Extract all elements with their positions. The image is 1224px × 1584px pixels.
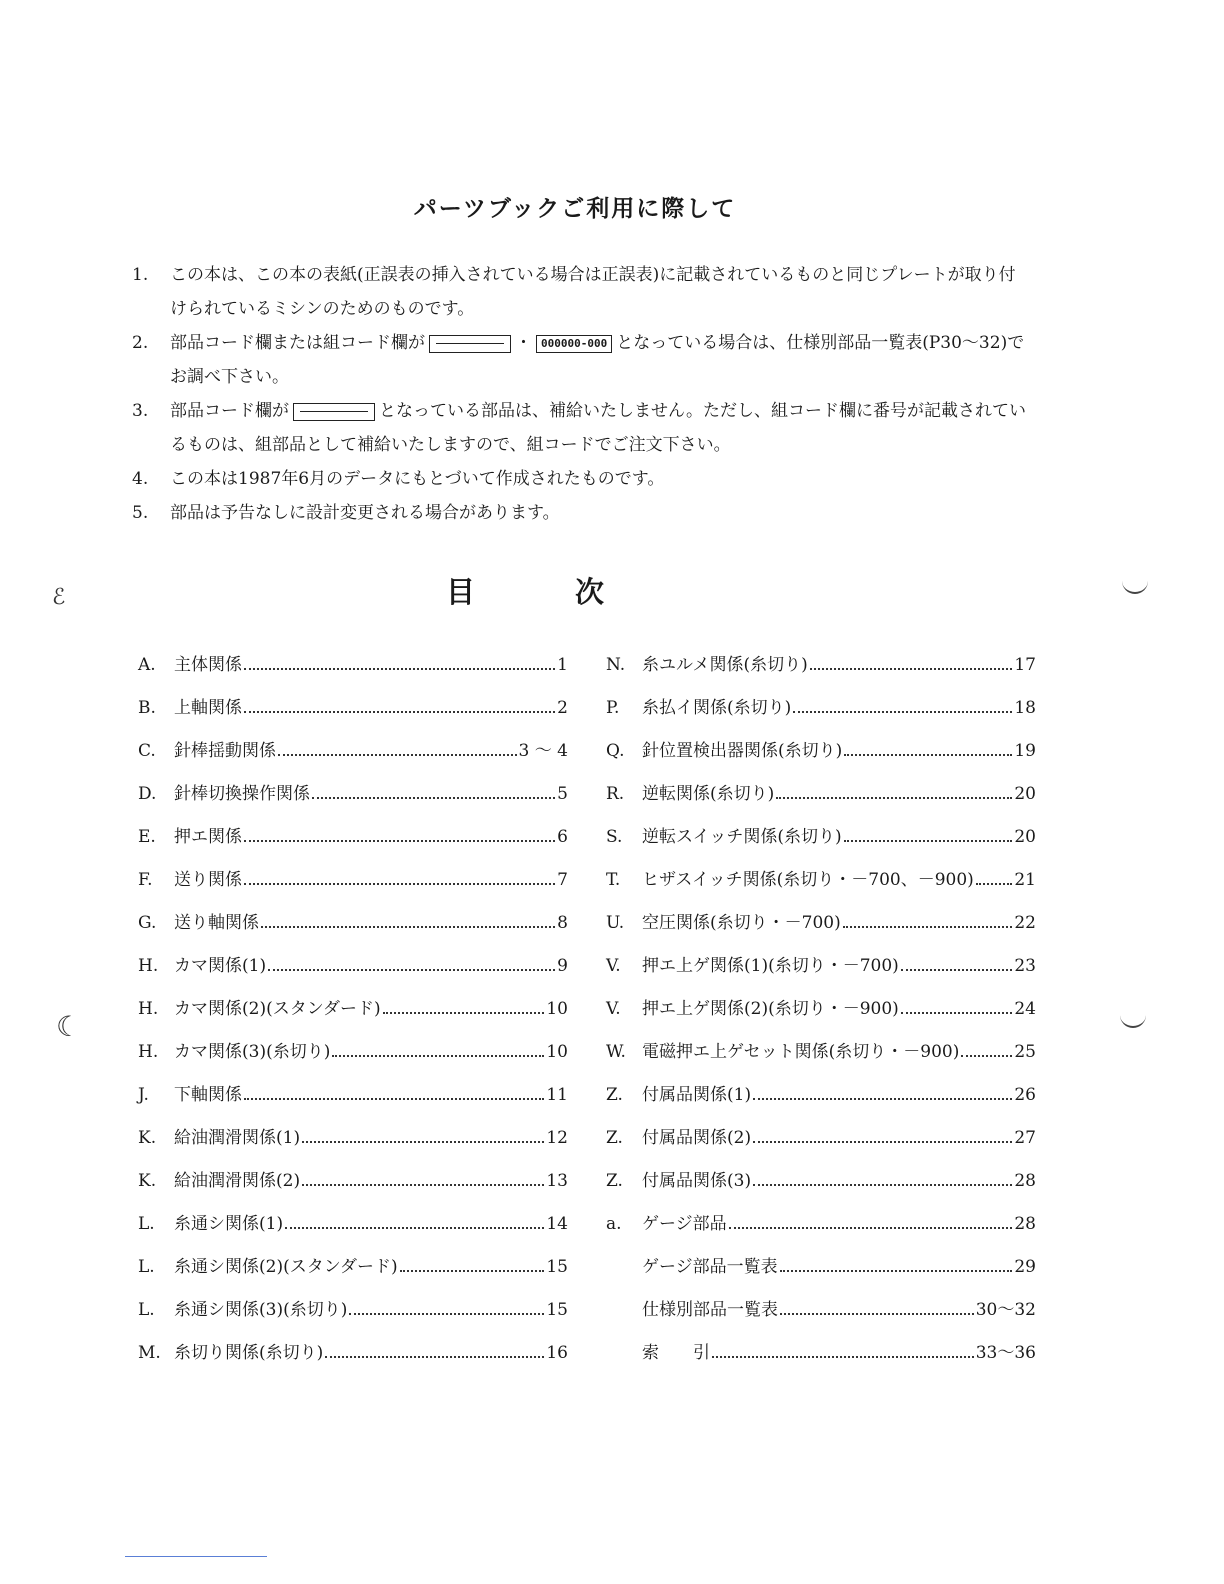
toc-item xyxy=(138,1252,568,1295)
toc-leader xyxy=(793,711,1012,713)
toc-label: 付属品関係(1) xyxy=(642,1085,752,1105)
toc-page: 6 xyxy=(557,827,568,847)
toc-letter: G. xyxy=(138,913,157,933)
toc-leader xyxy=(753,1098,1012,1100)
toc-page: 14 xyxy=(546,1214,568,1234)
toc-leader xyxy=(729,1227,1013,1229)
toc-letter: C. xyxy=(138,741,156,761)
toc-leader xyxy=(961,1055,1012,1057)
toc-item xyxy=(606,650,1036,693)
toc-label: ゲージ部品 xyxy=(642,1214,727,1234)
toc-item xyxy=(138,779,568,822)
toc-leader xyxy=(901,1012,1013,1014)
toc-leader xyxy=(810,668,1013,670)
note-number: 3. xyxy=(132,401,149,421)
toc-label: 押エ関係 xyxy=(174,827,242,847)
toc-item xyxy=(606,994,1036,1037)
toc-item xyxy=(606,1080,1036,1123)
toc-letter: F. xyxy=(138,870,153,890)
toc-leader xyxy=(901,969,1013,971)
note-text-after: となっている場合は、仕様別部品一覧表(P30～32)でお調べ下さい。 xyxy=(170,333,1025,387)
toc-label: 上軸関係 xyxy=(174,698,242,718)
toc-label: カマ関係(2)(スタンダード) xyxy=(174,999,381,1019)
note-text-before: 部品コード欄または組コード欄が xyxy=(170,333,425,353)
toc-leader xyxy=(780,1270,1013,1272)
toc-label: 付属品関係(3) xyxy=(642,1171,752,1191)
toc-page: 25 xyxy=(1014,1042,1036,1062)
toc-item xyxy=(138,908,568,951)
toc-leader xyxy=(278,754,517,756)
toc-leader xyxy=(844,840,1013,842)
toc-page: 15 xyxy=(546,1257,568,1277)
toc-item xyxy=(606,693,1036,736)
toc-item xyxy=(138,650,568,693)
toc-page: 33～36 xyxy=(975,1343,1036,1363)
toc-letter: J. xyxy=(138,1085,149,1105)
toc-item xyxy=(138,951,568,994)
toc-label: 給油潤滑関係(1) xyxy=(174,1128,301,1148)
toc-label: 糸ユルメ関係(糸切り) xyxy=(642,655,808,675)
note-text xyxy=(170,394,1032,462)
toc-leader xyxy=(780,1313,974,1315)
toc-page: 11 xyxy=(546,1085,568,1105)
toc-leader xyxy=(753,1141,1012,1143)
blank-code-box xyxy=(293,403,375,421)
toc-label: 索 引 xyxy=(642,1343,710,1363)
toc-letter: H. xyxy=(138,956,159,976)
toc-label: 糸通シ関係(2)(スタンダード) xyxy=(174,1257,398,1277)
toc-page: 15 xyxy=(546,1300,568,1320)
toc-item xyxy=(138,693,568,736)
toc-label: 針棒切換操作関係 xyxy=(174,784,310,804)
toc-letter: Z. xyxy=(606,1171,623,1191)
toc-label: 糸切り関係(糸切り) xyxy=(174,1343,324,1363)
toc-page: 24 xyxy=(1014,999,1036,1019)
toc-letter: Q. xyxy=(606,741,625,761)
toc-page: 28 xyxy=(1014,1171,1036,1191)
toc-item xyxy=(606,822,1036,865)
toc-letter: Z. xyxy=(606,1085,623,1105)
toc-page: 8 xyxy=(557,913,568,933)
toc-letter: H. xyxy=(138,999,159,1019)
toc-leader xyxy=(268,969,555,971)
toc-title: 目次 xyxy=(445,575,704,609)
toc-page: 22 xyxy=(1014,913,1036,933)
toc-leader xyxy=(244,711,555,713)
toc-leader xyxy=(753,1184,1012,1186)
toc-page: 7 xyxy=(557,870,568,890)
toc-item xyxy=(606,1037,1036,1080)
toc-letter: H. xyxy=(138,1042,159,1062)
toc-leader xyxy=(244,668,555,670)
toc-page: 20 xyxy=(1014,784,1036,804)
toc-leader xyxy=(776,797,1012,799)
toc-item xyxy=(606,779,1036,822)
toc-leader xyxy=(244,1098,544,1100)
toc-label: 仕様別部品一覧表 xyxy=(642,1300,778,1320)
toc-page: 10 xyxy=(546,1042,568,1062)
toc-item xyxy=(138,736,568,779)
divider-line xyxy=(125,1556,267,1557)
toc-item xyxy=(138,1209,568,1252)
toc-item xyxy=(606,1123,1036,1166)
toc-label: 糸通シ関係(3)(糸切り) xyxy=(174,1300,348,1320)
toc-label: 糸払イ関係(糸切り) xyxy=(642,698,792,718)
note-number: 1. xyxy=(132,265,149,285)
toc-page: 13 xyxy=(546,1171,568,1191)
toc-page: 1 xyxy=(557,655,568,675)
toc-item xyxy=(606,1209,1036,1252)
toc-label: 針棒揺動関係 xyxy=(174,741,276,761)
toc-leader xyxy=(383,1012,545,1014)
toc-page: 17 xyxy=(1014,655,1036,675)
toc-label: 電磁押エ上ゲセット関係(糸切り・－900) xyxy=(642,1042,960,1062)
toc-label: 送り軸関係 xyxy=(174,913,259,933)
toc-page: 2 xyxy=(557,698,568,718)
toc-page: 12 xyxy=(546,1128,568,1148)
toc-item xyxy=(606,736,1036,779)
toc-letter: N. xyxy=(606,655,626,675)
toc-page: 28 xyxy=(1014,1214,1036,1234)
toc-page: 30～32 xyxy=(975,1300,1036,1320)
toc-leader xyxy=(712,1356,974,1358)
toc-label: 下軸関係 xyxy=(174,1085,242,1105)
toc-item xyxy=(606,1338,1036,1381)
note-text-after: となっている部品は、補給いたしません。ただし、組コード欄に番号が記載されているものは、組部品として補給いたしますので、組コードでご注文下さい。 xyxy=(170,401,1027,455)
scan-mark-icon: ℰ xyxy=(52,585,66,610)
toc-page: 9 xyxy=(557,956,568,976)
toc-letter: K. xyxy=(138,1171,157,1191)
toc-letter: D. xyxy=(138,784,157,804)
toc-label: 付属品関係(2) xyxy=(642,1128,752,1148)
toc-label: ヒザスイッチ関係(糸切り・－700、－900) xyxy=(642,870,974,890)
toc-label: 主体関係 xyxy=(174,655,242,675)
toc-item xyxy=(138,1295,568,1338)
notes-list xyxy=(132,258,1032,530)
toc-item xyxy=(606,1295,1036,1338)
note-item xyxy=(132,462,1032,496)
toc-page: 16 xyxy=(546,1343,568,1363)
toc-letter: L. xyxy=(138,1257,155,1277)
toc-right-column xyxy=(606,650,1036,1381)
toc-item xyxy=(138,994,568,1037)
toc-letter: A. xyxy=(138,655,156,675)
toc-leader xyxy=(244,840,555,842)
toc-page: 23 xyxy=(1014,956,1036,976)
toc-leader xyxy=(400,1270,545,1272)
toc-page: 21 xyxy=(1014,870,1036,890)
toc-page: 29 xyxy=(1014,1257,1036,1277)
toc-letter: S. xyxy=(606,827,623,847)
toc-letter: V. xyxy=(606,999,621,1019)
toc-leader xyxy=(302,1141,544,1143)
toc-label: 空圧関係(糸切り・－700) xyxy=(642,913,841,933)
note-number: 4. xyxy=(132,469,149,489)
toc-letter: L. xyxy=(138,1214,155,1234)
toc-page: 5 xyxy=(557,784,568,804)
toc-letter: B. xyxy=(138,698,156,718)
toc-leader xyxy=(332,1055,544,1057)
toc-item xyxy=(138,1080,568,1123)
toc-letter: K. xyxy=(138,1128,157,1148)
toc-letter: a. xyxy=(606,1214,622,1234)
toc-label: 押エ上ゲ関係(1)(糸切り・－700) xyxy=(642,956,899,976)
toc-leader xyxy=(244,883,555,885)
toc-leader xyxy=(312,797,555,799)
note-text: この本は1987年6月のデータにもとづいて作成されたものです。 xyxy=(170,469,665,489)
toc-letter: W. xyxy=(606,1042,626,1062)
toc-leader xyxy=(844,754,1012,756)
note-text-before: 部品コード欄が xyxy=(170,401,289,421)
toc-page: 26 xyxy=(1014,1085,1036,1105)
page-title: パーツブックご利用に際して xyxy=(413,195,737,222)
toc-letter: Z. xyxy=(606,1128,623,1148)
toc-label: 逆転スイッチ関係(糸切り) xyxy=(642,827,842,847)
toc-item xyxy=(606,1252,1036,1295)
note-text: 部品は予告なしに設計変更される場合があります。 xyxy=(170,503,560,523)
toc-page: 3 ～ 4 xyxy=(518,741,568,761)
toc-label: 糸通シ関係(1) xyxy=(174,1214,284,1234)
toc-page: 20 xyxy=(1014,827,1036,847)
toc-leader xyxy=(843,926,1013,928)
toc-item xyxy=(606,908,1036,951)
toc-item xyxy=(138,1123,568,1166)
note-item xyxy=(132,394,1032,462)
toc-item xyxy=(606,1166,1036,1209)
toc-letter: P. xyxy=(606,698,620,718)
toc-label: 給油潤滑関係(2) xyxy=(174,1171,301,1191)
toc-label: 逆転関係(糸切り) xyxy=(642,784,775,804)
toc-letter: R. xyxy=(606,784,625,804)
toc-page: 19 xyxy=(1014,741,1036,761)
toc-label: 針位置検出器関係(糸切り) xyxy=(642,741,843,761)
toc-item xyxy=(138,822,568,865)
note-item xyxy=(132,496,1032,530)
scan-mark-icon xyxy=(1120,1012,1146,1028)
toc-leader xyxy=(302,1184,544,1186)
toc-leader xyxy=(325,1356,544,1358)
toc-letter: L. xyxy=(138,1300,155,1320)
toc-left-column xyxy=(138,650,568,1381)
toc-page: 18 xyxy=(1014,698,1036,718)
toc-item xyxy=(138,1037,568,1080)
toc-item xyxy=(138,1166,568,1209)
toc-page: 10 xyxy=(546,999,568,1019)
toc-page: 27 xyxy=(1014,1128,1036,1148)
toc-leader xyxy=(349,1313,544,1315)
toc-item xyxy=(606,865,1036,908)
toc-letter: M. xyxy=(138,1343,161,1363)
toc-leader xyxy=(261,926,555,928)
toc-label: カマ関係(3)(糸切り) xyxy=(174,1042,331,1062)
toc-label: 押エ上ゲ関係(2)(糸切り・－900) xyxy=(642,999,899,1019)
note-item xyxy=(132,258,1032,326)
scan-mark-icon: ☾ xyxy=(56,1010,82,1043)
toc-item xyxy=(606,951,1036,994)
note-number: 2. xyxy=(132,333,149,353)
note-text: 部品コード欄または組コード欄が ・ 000000-000 となっている場合は、仕様別部品一覧表(P30～32)でお調べ下さい。 xyxy=(170,333,1025,387)
blank-code-box xyxy=(429,335,511,353)
toc-letter: E. xyxy=(138,827,156,847)
toc-label: 送り関係 xyxy=(174,870,242,890)
toc-leader xyxy=(285,1227,544,1229)
toc-item xyxy=(138,1338,568,1381)
toc-item xyxy=(138,865,568,908)
toc-letter: U. xyxy=(606,913,625,933)
note-text: この本は、この本の表紙(正誤表の挿入されている場合は正誤表)に記載されているものと同じプレートが取り付けられているミシンのためのものです。 xyxy=(170,265,1016,319)
note-number: 5. xyxy=(132,503,149,523)
note-item xyxy=(132,326,1032,394)
toc-leader xyxy=(976,883,1013,885)
code-box: 000000-000 xyxy=(536,335,612,353)
toc-letter: V. xyxy=(606,956,621,976)
toc-letter: T. xyxy=(606,870,621,890)
toc-label: カマ関係(1) xyxy=(174,956,267,976)
toc-label: ゲージ部品一覧表 xyxy=(642,1257,778,1277)
